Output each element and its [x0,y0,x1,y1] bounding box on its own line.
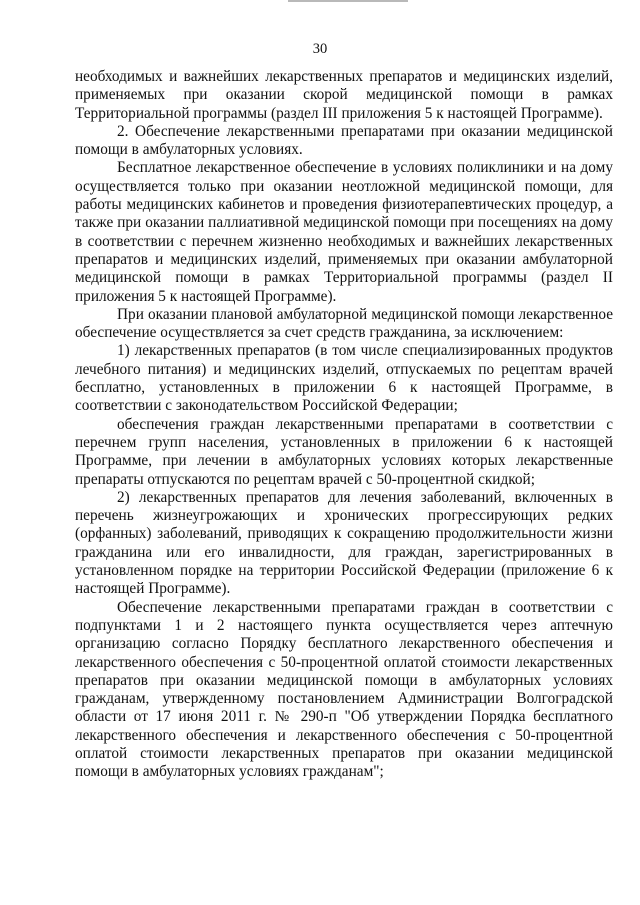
scan-edge-mark [288,0,408,2]
page-number: 30 [312,41,328,57]
paragraph-4: При оказании плановой амбулаторной медицинской помощи лекарственное обеспечение осуществляется за счет средств гражданина, за исключением: [75,305,613,342]
paragraph-1: необходимых и важнейших лекарственных препаратов и медицинских изделий, применяемых при оказании скорой медицинской помощи в рамках Территориальной программы (раздел III приложения 5 к настоящей Программе). [75,68,613,122]
paragraph-5: 1) лекарственных препаратов (в том числе специализированных продуктов лечебного питания) и медицинских изделий, отпускаемых по рецептам врачей бесплатно, установленных в приложении 6 к настоящей Программе, в соответствии с законодательством Российской Федерации; [75,342,613,415]
paragraph-2: 2. Обеспечение лекарственными препаратами при оказании медицинской помощи в амбулаторных условиях. [75,122,613,159]
paragraph-7: 2) лекарственных препаратов для лечения заболеваний, включенных в перечень жизнеугрожающих и хронических прогрессирующих редких (орфанных) заболеваний, приводящих к сокращению продолжительности жизни гражданина или его инвалидности, для граждан, зарегистрированных в установленном порядке на территории Российской Федерации (приложение 6 к настоящей Программе). [75,488,613,598]
paragraph-3: Бесплатное лекарственное обеспечение в условиях поликлиники и на дому осуществляется только при оказании неотложной медицинской помощи, для работы медицинских кабинетов и проведения физиотерапевтических процедур, а также при оказании паллиативной медицинской помощи при посещениях на дому в соответствии с перечнем жизненно необходимых и важнейших лекарственных препаратов и медицинских изделий, применяемых при оказании амбулаторной медицинской помощи в рамках Территориальной программы (раздел II приложения 5 к настоящей Программе). [75,159,613,305]
document-body [75,68,613,782]
paragraph-6: обеспечения граждан лекарственными препаратами в соответствии с перечнем групп населения, установленных в приложении 6 к настоящей Программе, при лечении в амбулаторных условиях которых лекарственные препараты отпускаются по рецептам врачей с 50-процентной скидкой; [75,415,613,488]
paragraph-8: Обеспечение лекарственными препаратами граждан в соответствии с подпунктами 1 и 2 настоящего пункта осуществляется через аптечную организацию согласно Порядку бесплатного лекарственного обеспечения и лекарственного обеспечения с 50-процентной оплатой стоимости лекарственных препаратов при оказании медицинской помощи в амбулаторных условиях гражданам, утвержденному постановлением Администрации Волгоградской области от 17 июня 2011 г. № 290-п "Об утверждении Порядка бесплатного лекарственного обеспечения и лекарственного обеспечения с 50-процентной оплатой стоимости лекарственных препаратов при оказании медицинской помощи в амбулаторных условиях гражданам"; [75,598,613,781]
